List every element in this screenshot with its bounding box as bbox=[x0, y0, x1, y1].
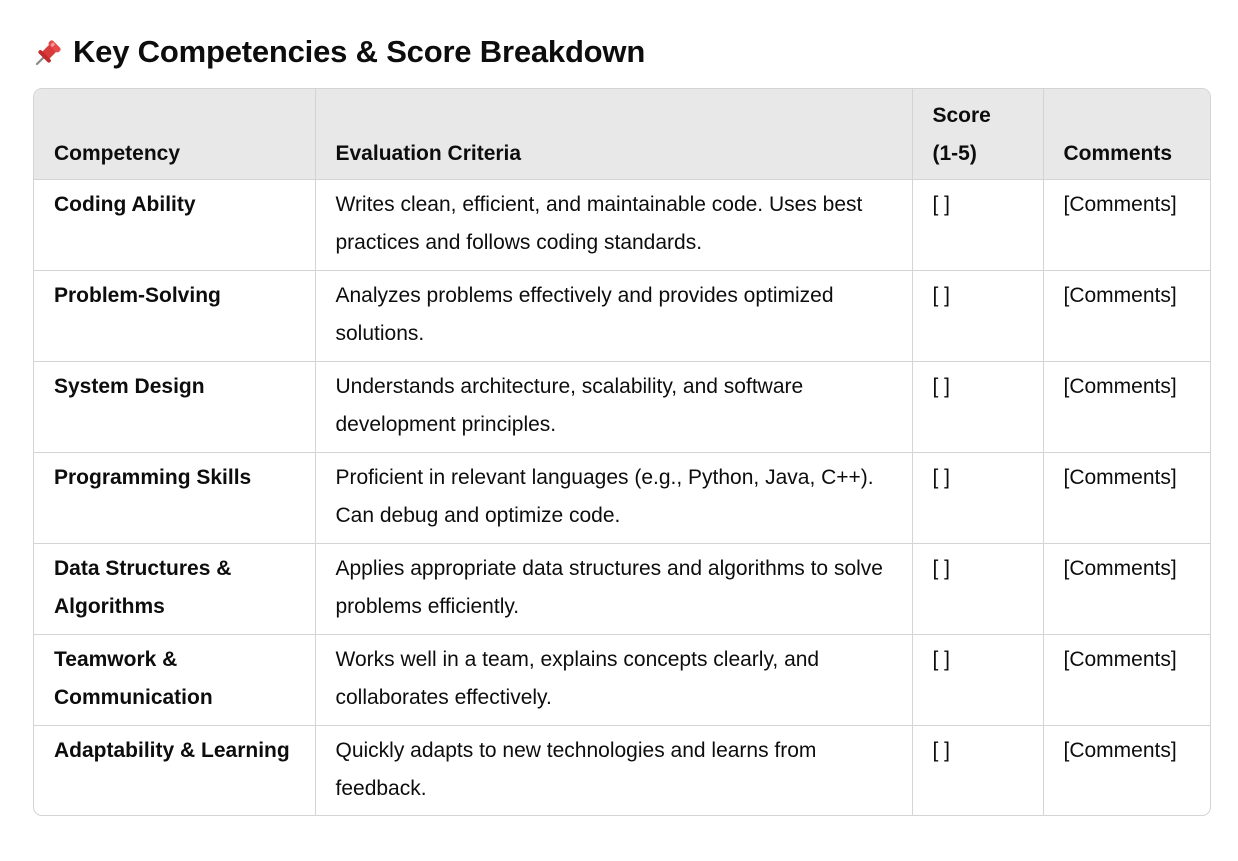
section-heading bbox=[33, 30, 645, 74]
criteria-cell: Analyzes problems effectively and provides optimized solutions. bbox=[315, 270, 912, 361]
header-score-line2: (1-5) bbox=[932, 141, 977, 165]
comments-cell[interactable]: [Comments] bbox=[1043, 270, 1210, 361]
criteria-cell: Writes clean, efficient, and maintainable code. Uses best practices and follows coding standards. bbox=[315, 179, 912, 270]
score-cell[interactable]: [ ] bbox=[912, 634, 1043, 725]
pushpin-icon bbox=[33, 36, 65, 68]
criteria-cell: Works well in a team, explains concepts clearly, and collaborates effectively. bbox=[315, 634, 912, 725]
table-row bbox=[34, 543, 1210, 634]
comments-cell[interactable]: [Comments] bbox=[1043, 543, 1210, 634]
criteria-cell: Understands architecture, scalability, and software development principles. bbox=[315, 361, 912, 452]
score-cell[interactable]: [ ] bbox=[912, 361, 1043, 452]
score-cell[interactable]: [ ] bbox=[912, 270, 1043, 361]
competency-cell: System Design bbox=[34, 361, 315, 452]
score-cell[interactable]: [ ] bbox=[912, 179, 1043, 270]
competency-cell: Data Structures & Algorithms bbox=[34, 543, 315, 634]
comments-cell[interactable]: [Comments] bbox=[1043, 179, 1210, 270]
comments-cell[interactable]: [Comments] bbox=[1063, 738, 1177, 762]
table-body bbox=[34, 179, 1210, 815]
header-row bbox=[34, 89, 1210, 179]
table-row bbox=[34, 452, 1210, 543]
criteria-cell: Proficient in relevant languages (e.g., Python, Java, C++). Can debug and optimize code. bbox=[315, 452, 912, 543]
header-comments: Comments bbox=[1043, 89, 1210, 179]
page-title: Key Competencies & Score Breakdown bbox=[73, 34, 646, 69]
competency-cell: Adaptability & Learning bbox=[34, 725, 315, 815]
score-cell[interactable]: [ ] bbox=[912, 452, 1043, 543]
score-cell[interactable]: [ ] bbox=[912, 543, 1043, 634]
criteria-cell: Quickly adapts to new technologies and learns from feedback. bbox=[315, 725, 912, 815]
comments-cell[interactable]: [Comments] bbox=[1043, 634, 1210, 725]
table-row bbox=[34, 361, 1210, 452]
table-row bbox=[34, 270, 1210, 361]
table-row bbox=[34, 634, 1210, 725]
competency-cell: Coding Ability bbox=[34, 179, 315, 270]
header-score bbox=[912, 89, 1043, 179]
comments-cell[interactable]: [Comments] bbox=[1043, 452, 1210, 543]
header-score-line1: Score bbox=[932, 103, 991, 127]
score-cell[interactable]: [ ] bbox=[912, 725, 1043, 815]
competency-cell: Problem-Solving bbox=[34, 270, 315, 361]
criteria-cell: Applies appropriate data structures and algorithms to solve problems efficiently. bbox=[315, 543, 912, 634]
header-evaluation-criteria: Evaluation Criteria bbox=[315, 89, 912, 179]
header-competency: Competency bbox=[34, 89, 315, 179]
competency-cell: Teamwork & Communication bbox=[34, 634, 315, 725]
table-row bbox=[34, 179, 1210, 270]
table-row bbox=[34, 725, 1210, 815]
competency-cell: Programming Skills bbox=[34, 452, 315, 543]
competency-table bbox=[33, 88, 1211, 816]
table-header bbox=[34, 89, 1210, 179]
comments-cell[interactable]: [Comments] bbox=[1043, 361, 1210, 452]
